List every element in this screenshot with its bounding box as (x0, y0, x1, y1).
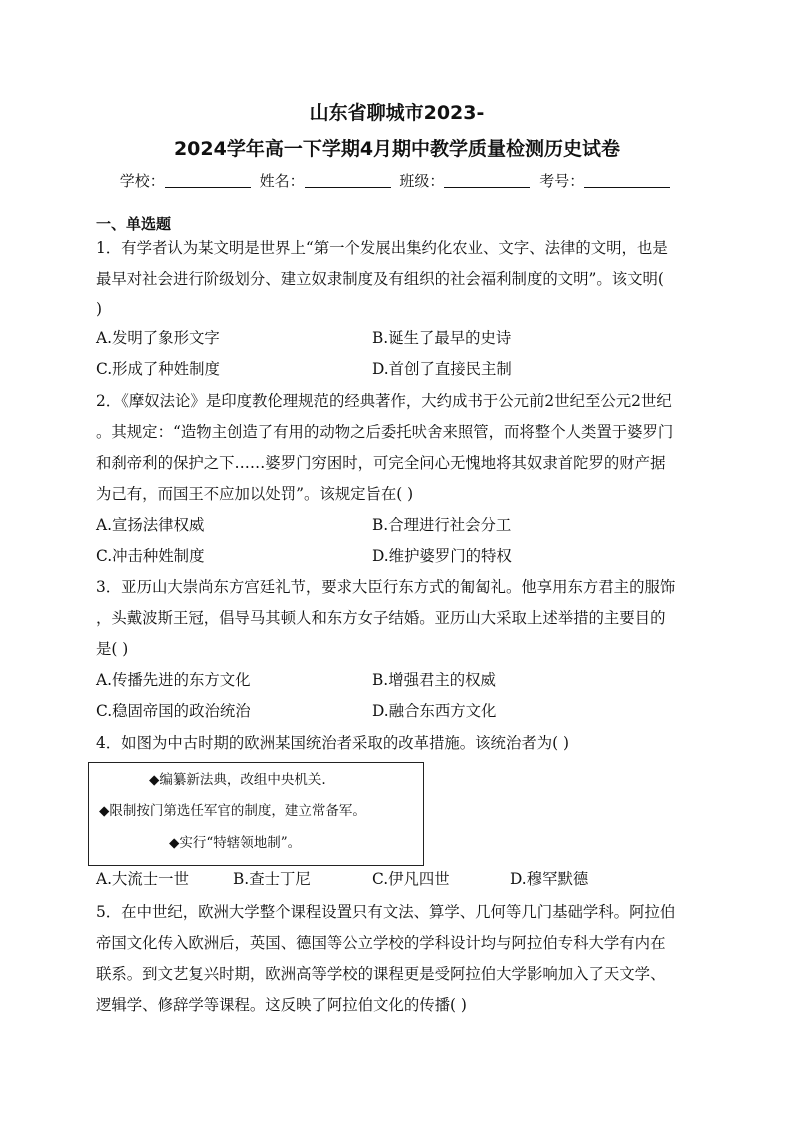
student-info-row (0, 171, 794, 191)
q3-line-1: 3．亚历山大崇尚东方宫廷礼节，要求大臣行东方式的匍匐礼。他享用东方君主的服饰 (96, 578, 676, 596)
q4-option-c[interactable]: C.伊凡四世 (372, 870, 450, 888)
q1-option-a[interactable]: A.发明了象形文字 (96, 329, 220, 347)
q3-line-3: 是( ) (96, 640, 129, 658)
q1-line-2: 最早对社会进行阶级划分、建立奴隶制度及有组织的社会福利制度的文明”。该文明( (96, 270, 664, 288)
exam-title-line2: 2024学年高一下学期4月期中教学质量检测历史试卷 (173, 138, 621, 160)
q4-option-a[interactable]: A.大流士一世 (96, 870, 189, 888)
exam-number-label: 考号： (539, 172, 585, 190)
q4-line-1: 4．如图为中古时期的欧洲某国统治者采取的改革措施。该统治者为( ) (96, 734, 570, 752)
exam-number-blank[interactable] (584, 173, 670, 188)
name-blank[interactable] (305, 173, 391, 188)
q1-line-1: 1．有学者认为某文明是世界上“第一个发展出集约化农业、文字、法律的文明，也是 (96, 239, 668, 257)
q3-option-b[interactable]: B.增强君主的权威 (372, 671, 496, 689)
q5-line-4: 逻辑学、修辞学等课程。这反映了阿拉伯文化的传播( ) (96, 996, 467, 1014)
q2-option-b[interactable]: B.合理进行社会分工 (372, 516, 512, 534)
q2-line-3: 和刹帝利的保护之下……婆罗门穷困时，可完全问心无愧地将其奴隶首陀罗的财产据 (96, 454, 666, 472)
exam-title-line1: 山东省聊城市2023- (309, 102, 485, 124)
q3-option-d[interactable]: D.融合东西方文化 (372, 702, 497, 720)
name-label: 姓名： (259, 172, 305, 190)
q3-line-2: ，头戴波斯王冠，倡导马其顿人和东方女子结婚。亚历山大采取上述举措的主要目的 (96, 609, 666, 627)
class-label: 班级： (399, 172, 445, 190)
q5-line-2: 帝国文化传入欧洲后，英国、德国等公立学校的学科设计均与阿拉伯专科大学有内在 (96, 934, 666, 952)
q1-line-3: ) (96, 300, 103, 318)
school-blank[interactable] (165, 173, 251, 188)
section-title: 一、单选题 (96, 215, 172, 233)
q1-option-c[interactable]: C.形成了种姓制度 (96, 360, 220, 378)
q1-option-d[interactable]: D.首创了直接民主制 (372, 360, 512, 378)
reform-item-3: ◆实行“特辖领地制”。 (169, 835, 302, 851)
q3-option-c[interactable]: C.稳固帝国的政治统治 (96, 702, 251, 720)
q3-option-a[interactable]: A.传播先进的东方文化 (96, 671, 251, 689)
q4-option-b[interactable]: B.查士丁尼 (233, 870, 311, 888)
q2-line-2: 。其规定：“造物主创造了有用的动物之后委托吠舍来照管，而将整个人类置于婆罗门 (96, 423, 674, 441)
reform-item-1: ◆编纂新法典，改组中央机关. (149, 772, 326, 788)
q2-line-1: 2．《摩奴法论》是印度教伦理规范的经典著作，大约成书于公元前2世纪至公元2世纪 (96, 392, 672, 410)
q5-line-1: 5．在中世纪，欧洲大学整个课程设置只有文法、算学、几何等几门基础学科。阿拉伯 (96, 903, 676, 921)
q2-option-c[interactable]: C.冲击种姓制度 (96, 547, 205, 565)
q5-line-3: 联系。到文艺复兴时期，欧洲高等学校的课程更是受阿拉伯大学影响加入了天文学、 (96, 965, 666, 983)
q2-option-d[interactable]: D.维护婆罗门的特权 (372, 547, 512, 565)
class-blank[interactable] (444, 173, 530, 188)
q1-option-b[interactable]: B.诞生了最早的史诗 (372, 329, 512, 347)
reform-item-2: ◆限制按门第选任军官的制度，建立常备军。 (99, 803, 366, 819)
q2-line-4: 为己有，而国王不应加以处罚”。该规定旨在( ) (96, 485, 414, 503)
q4-option-d[interactable]: D.穆罕默德 (510, 870, 589, 888)
reform-measures-box (88, 762, 424, 866)
q2-option-a[interactable]: A.宣扬法律权威 (96, 516, 205, 534)
school-label: 学校： (119, 172, 165, 190)
